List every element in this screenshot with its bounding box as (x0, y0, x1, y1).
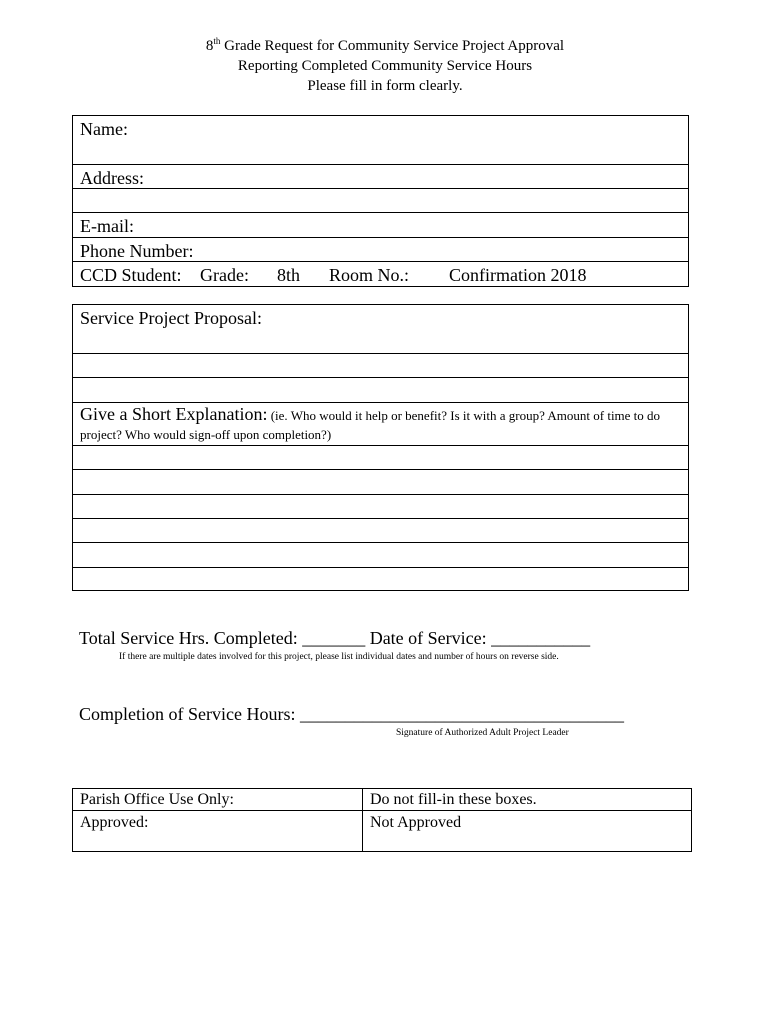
proposal-line[interactable] (73, 378, 688, 403)
confirmation-label: Confirmation 2018 (449, 265, 587, 285)
explanation-field[interactable] (73, 403, 688, 446)
student-info-box (72, 115, 689, 287)
parish-office-label: Parish Office Use Only: (80, 791, 234, 808)
signature-caption: Signature of Authorized Adult Project Leader (396, 728, 569, 738)
explanation-line[interactable] (73, 470, 688, 495)
form-header (0, 36, 770, 96)
divider (362, 789, 363, 851)
ccd-student-row[interactable] (73, 262, 688, 286)
explanation-line[interactable] (73, 543, 688, 568)
not-approved-label: Not Approved (370, 814, 462, 831)
proposal-label: Service Project Proposal: (80, 308, 262, 328)
explanation-line[interactable] (73, 446, 688, 470)
project-box (72, 304, 689, 591)
approved-label: Approved: (80, 814, 149, 831)
explanation-line[interactable] (73, 568, 688, 590)
address-field[interactable] (73, 165, 688, 189)
address-field-line2[interactable] (73, 189, 688, 213)
explanation-label: Give a Short Explanation: (ie. Who would it help or benefit? Is it with a group? Amount of time to do project? Who would sign-off upon completion?) (80, 404, 661, 442)
email-field[interactable] (73, 213, 688, 238)
completion-signature-line[interactable]: Completion of Service Hours: ____________________________________ (79, 704, 624, 724)
multiple-dates-note: If there are multiple dates involved for this project, please list individual dates and number of hours on reverse side. (119, 652, 559, 662)
grade-label: Grade: (200, 265, 249, 285)
proposal-field[interactable] (73, 305, 688, 354)
name-label: Name: (80, 119, 128, 139)
divider (73, 810, 691, 811)
do-not-fill-label: Do not fill-in these boxes. (370, 791, 537, 808)
explanation-line[interactable] (73, 495, 688, 519)
proposal-line[interactable] (73, 354, 688, 378)
grade-value: 8th (277, 265, 301, 285)
total-hours-and-date-line[interactable]: Total Service Hrs. Completed: _______ Date of Service: ___________ (79, 628, 591, 648)
ccd-student-label: CCD Student: (80, 265, 182, 285)
form-instruction: Please fill in form clearly. (307, 78, 463, 94)
phone-field[interactable] (73, 238, 688, 262)
form-title: 8th Grade Request for Community Service Project Approval (205, 36, 565, 54)
address-label: Address: (80, 168, 144, 188)
phone-label: Phone Number: (80, 241, 194, 261)
email-label: E-mail: (80, 216, 134, 236)
explanation-line[interactable] (73, 519, 688, 543)
name-field[interactable] (73, 116, 688, 165)
parish-office-box (72, 788, 692, 852)
form-subtitle: Reporting Completed Community Service Hours (237, 58, 533, 74)
room-label: Room No.: (329, 265, 410, 285)
